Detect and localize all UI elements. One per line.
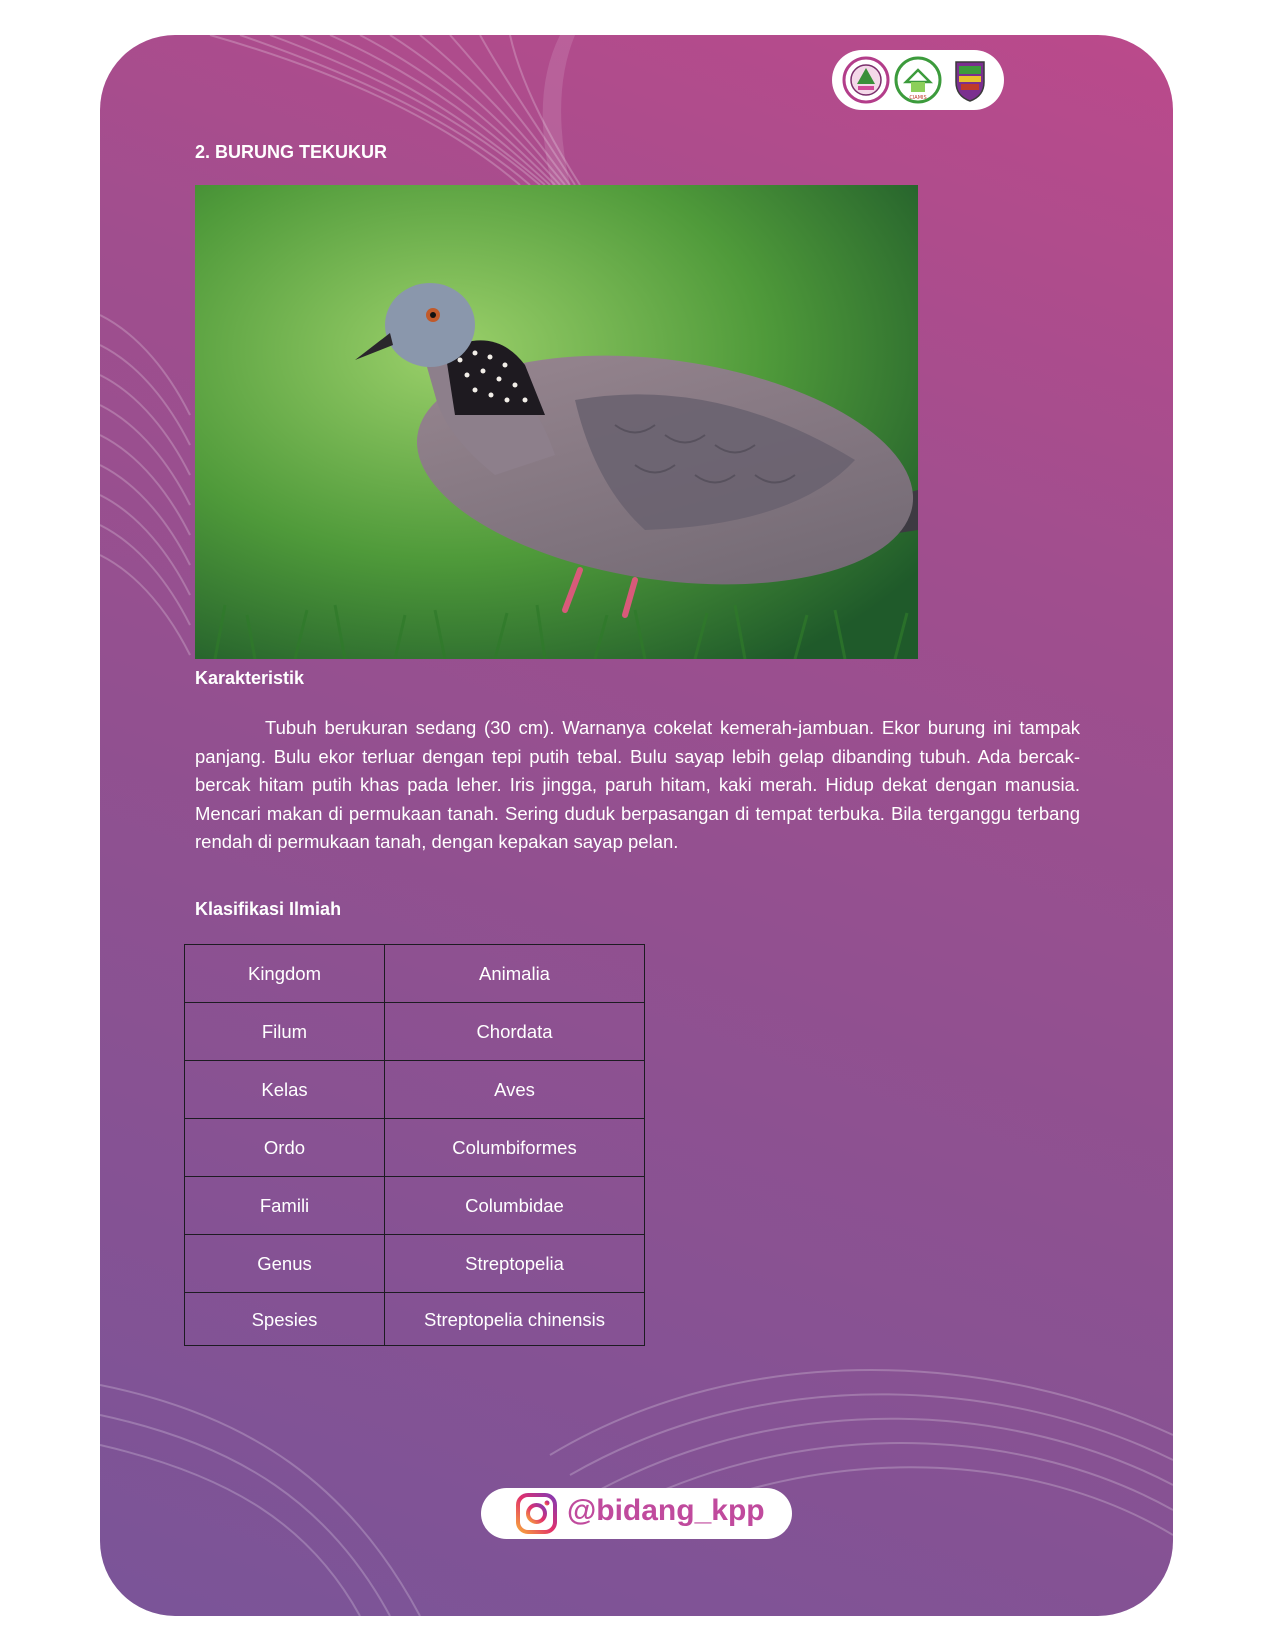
rank-cell: Filum [185,1003,385,1061]
instagram-badge[interactable] [481,1488,792,1539]
instagram-handle: @bidang_kpp [567,1494,765,1527]
rank-cell: Ordo [185,1119,385,1177]
table-row [185,1293,645,1346]
value-cell: Columbiformes [385,1119,645,1177]
rank-cell: Famili [185,1177,385,1235]
rank-cell: Kingdom [185,945,385,1003]
page-title: 2. BURUNG TEKUKUR [195,142,388,162]
instagram-icon [515,1492,558,1535]
value-cell: Chordata [385,1003,645,1061]
svg-text:CIAMIS: CIAMIS [909,95,927,101]
value-cell: Streptopelia [385,1235,645,1293]
value-cell: Aves [385,1061,645,1119]
rank-cell: Genus [185,1235,385,1293]
classification-heading: Klasifikasi Ilmiah [195,899,342,919]
characteristics-text: Tubuh berukuran sedang (30 cm). Warnanya cokelat kemerah-jambuan. Ekor burung ini tampak panjang. Bulu ekor terluar dengan tepi putih tebal. Bulu sayap lebih gelap dibanding tubuh. Ada bercak-bercak hitam putih khas pada leher. Iris jingga, paruh hitam, kaki merah. Hidup dekat dengan manusia. Mencari makan di permukaan tanah. Sering duduk berpasangan di tempat terbuka. Bila terganggu terbang rendah di permukaan tanah, dengan kepakan sayap pelan. [195,717,1080,852]
rank-cell: Spesies [185,1293,385,1346]
rank-cell: Kelas [185,1061,385,1119]
table-row [185,1003,645,1061]
bird-photo [195,185,918,659]
spotted-dove-icon [195,185,918,659]
value-cell: Animalia [385,945,645,1003]
house-logo-icon [894,56,942,104]
table-row [185,1235,645,1293]
table-row [185,1061,645,1119]
partner-logos [832,50,1004,110]
value-cell: Streptopelia chinensis [385,1293,645,1346]
table-row [185,945,645,1003]
classification-table [184,944,645,1346]
kpp-logo-icon [842,56,890,104]
characteristics-heading: Karakteristik [195,668,305,688]
table-row [185,1177,645,1235]
value-cell: Columbidae [385,1177,645,1235]
ciamis-shield-icon [946,56,994,104]
table-row [185,1119,645,1177]
